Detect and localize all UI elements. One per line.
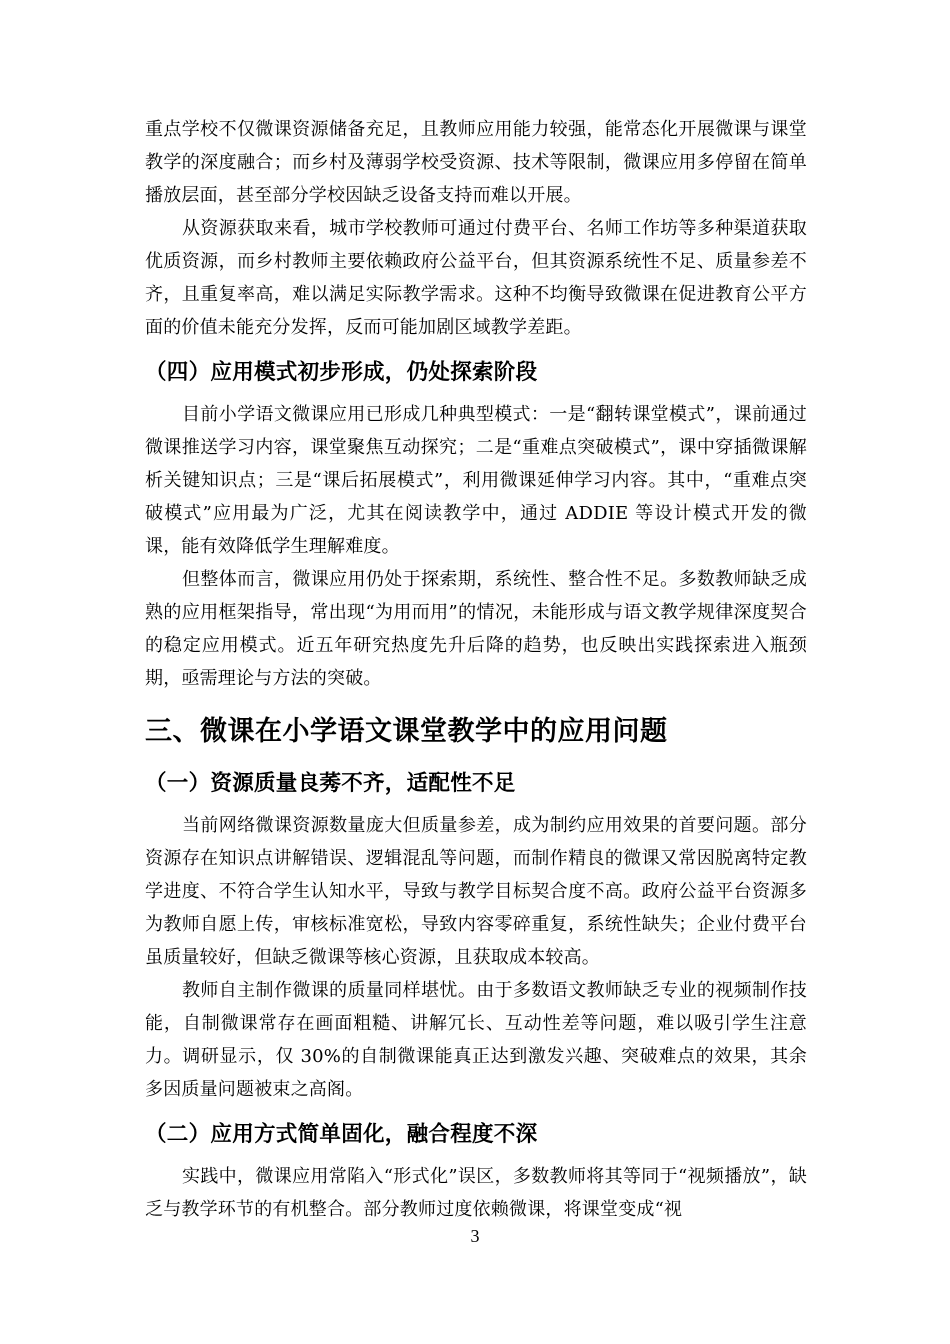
paragraph: 从资源获取来看，城市学校教师可通过付费平台、名师工作坊等多种渠道获取优质资源，而乡村教师主要依赖政府公益平台，但其资源系统性不足、质量参差不齐，且重复率高，难以满足实际教学需求。这种不均衡导致微课在促进教育公平方面的价值未能充分发挥，反而可能加剧区域教学差距。 bbox=[145, 218, 807, 338]
page-content bbox=[145, 113, 807, 1226]
paragraph: 重点学校不仅微课资源储备充足，且教师应用能力较强，能常态化开展微课与课堂教学的深度融合；而乡村及薄弱学校受资源、技术等限制，微课应用多停留在简单播放层面，甚至部分学校因缺乏设备支持而难以开展。 bbox=[145, 119, 807, 206]
paragraph: 但整体而言，微课应用仍处于探索期，系统性、整合性不足。多数教师缺乏成熟的应用框架指导，常出现“为用而用”的情况，未能形成与语文教学规律深度契合的稳定应用模式。近五年研究热度先升后降的趋势，也反映出实践探索进入瓶颈期，亟需理论与方法的突破。 bbox=[145, 569, 807, 689]
paragraph: 实践中，微课应用常陷入“形式化”误区，多数教师将其等同于“视频播放”，缺乏与教学环节的有机整合。部分教师过度依赖微课，将课堂变成“视 bbox=[145, 1166, 807, 1220]
paragraph: 当前网络微课资源数量庞大但质量参差，成为制约应用效果的首要问题。部分资源存在知识点讲解错误、逻辑混乱等问题，而制作精良的微课又常因脱离特定教学进度、不符合学生认知水平，导致与教学目标契合度不高。政府公益平台资源多为教师自愿上传，审核标准宽松，导致内容零碎重复，系统性缺失；企业付费平台虽质量较好，但缺乏微课等核心资源，且获取成本较高。 bbox=[145, 815, 807, 968]
paragraph: 目前小学语文微课应用已形成几种典型模式：一是“翻转课堂模式”，课前通过微课推送学习内容，课堂聚焦互动探究；二是“重难点突破模式”，课中穿插微课解析关键知识点；三是“课后拓展模式”，利用微课延伸学习内容。其中，“重难点突破模式”应用最为广泛，尤其在阅读教学中，通过 ADDIE 等设计模式开发的微课，能有效降低学生理解难度。 bbox=[145, 404, 807, 557]
subsection-heading: （二）应用方式简单固化，融合程度不深 bbox=[145, 1122, 538, 1147]
paragraph: 教师自主制作微课的质量同样堪忧。由于多数语文教师缺乏专业的视频制作技能，自制微课常存在画面粗糙、讲解冗长、互动性差等问题，难以吸引学生注意力。调研显示，仅 30%的自制微课能真正达到激发兴趣、突破难点的效果，其余多因质量问题被束之高阁。 bbox=[145, 980, 807, 1100]
subsection-heading: （四）应用模式初步形成，仍处探索阶段 bbox=[145, 360, 538, 385]
subsection-heading: （一）资源质量良莠不齐，适配性不足 bbox=[145, 771, 516, 796]
page-number: 3 bbox=[470, 1226, 480, 1246]
section-heading: 三、微课在小学语文课堂教学中的应用问题 bbox=[145, 716, 668, 747]
